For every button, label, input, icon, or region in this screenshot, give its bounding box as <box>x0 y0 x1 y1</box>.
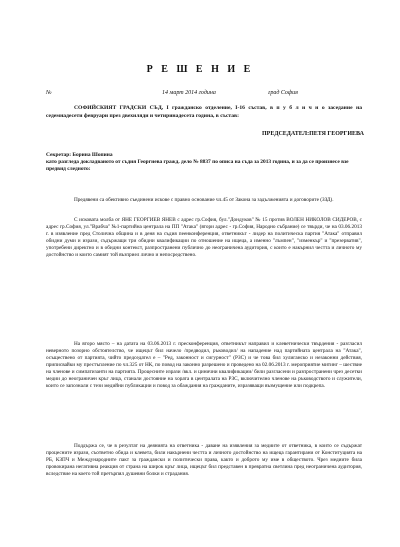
presiding-judge: ПРЕДСЕДАТЕЛ:ПЕТЯ ГЕОРГИЕВА <box>262 131 364 137</box>
paragraph <box>46 197 362 204</box>
secretary-line: Секретар: Борина Шопина <box>46 152 113 158</box>
paragraph <box>46 217 362 259</box>
paragraph-text: Поддържа се, че в резултат на деянията на ответника - даване на изявления за медиите от ответника, в които се съдържат процесните изрази, съответно обида и клевета, били накърнени честта и личното достойнство на ищеца гарантирани от Конституцията на РБ, КЗПЧ и Международните пакт за граждански и политически права, както и доброто му име в обществото. Чрез медиите била провокирана негативна реакция от страна на широк кръг лица, ищецът бил представен в превратна светлина пред неограничена аудитория, вследствие на което той претърпял душевни болки и страдания. <box>46 443 362 477</box>
decision-meta <box>46 90 362 100</box>
decision-date: 14 март 2014 година <box>162 90 216 96</box>
paragraph <box>46 341 362 390</box>
secretary-block <box>46 152 362 173</box>
paragraph-text: С исковата молба от ЯНЕ ГЕОРГИЕВ ЯНЕВ с адрес гр.София, бул."Дондуков" № 15 против ВОЛЕН НИКОЛОВ СИДЕРОВ, с адрес гр.София, ул."Врабча" №1-партийна централа на ПП "Атака" (втори адрес - гр.София, Народно събрание) се твърди, че на 03.06.2013 г. в изявление пред Столична община и в деня на съдия пеенконференция, ответникът - лидер на политическа партия "Атака" отправил обидни думи и изрази, съдържащи три обидни квалификации по отношение на ищеца, а именно "лъмпен", "изменкър" и "презерватив", употребени директно и в обидни контекст, разпространени публично до неограничена аудитория, с които е накърнил честта и личното му достойнство и които самият той възприел лично и непосредствено. <box>46 217 362 258</box>
paragraph-text: На второ място – на датата на 03.06.2013 г. пресконференция, ответникът направил и клеветнически твърдения - разгласил неверното позорно обстоятелство, че ищецът бил начело /предводил, ръководил/ на нападение над партийната централа на "Атака", осъществено от партията, чийто председател е – "Ред, законност и сигурност" (РЗС) и че това бил хулиганско и незаконни действия, приписвайки му престъпление по чл.325 от НК, по повод на законно разрешено и проведено на 02.06.2013 г. мероприятие митинг – шествие на членове и симпатизанти на партията. Процесните изрази /вкл. и цинични квалификации/ били разгласени и разпространени чрез десетки медии до неограничен кръг лица, станали достояние на хората в централата на РЗС, включително членове на ръководството и служители, които се запознали с тези медийни публикации и повод за обаждания на гражданите, изразяващи възмущение или подкрепа. <box>46 341 362 389</box>
paragraph <box>46 443 362 478</box>
paragraph-text: Предявени са обективно съединени искове с правно основание чл.45 от Закона за задълженията и договорите (ЗЗД). <box>74 197 334 203</box>
decision-number: № <box>46 90 52 96</box>
document-title: Р Е Ш Е Н И Е <box>146 64 254 75</box>
court-intro-text: СОФИЙСКИЯТ ГРАДСКИ СЪД, I гражданско отделение, I-16 състав, в п у б л и ч н о заседание на седемнадесети февруари през двехиляди и четиринадесета година, в състав: <box>46 105 362 119</box>
case-line: като разгледа докладваното от съдия Георгиева гражд. дело № 8837 по описа на съда за 2013 година, и за да се произнесе взе предвид следното: <box>46 159 349 172</box>
decision-place: град София <box>268 90 298 96</box>
court-intro <box>46 104 362 120</box>
